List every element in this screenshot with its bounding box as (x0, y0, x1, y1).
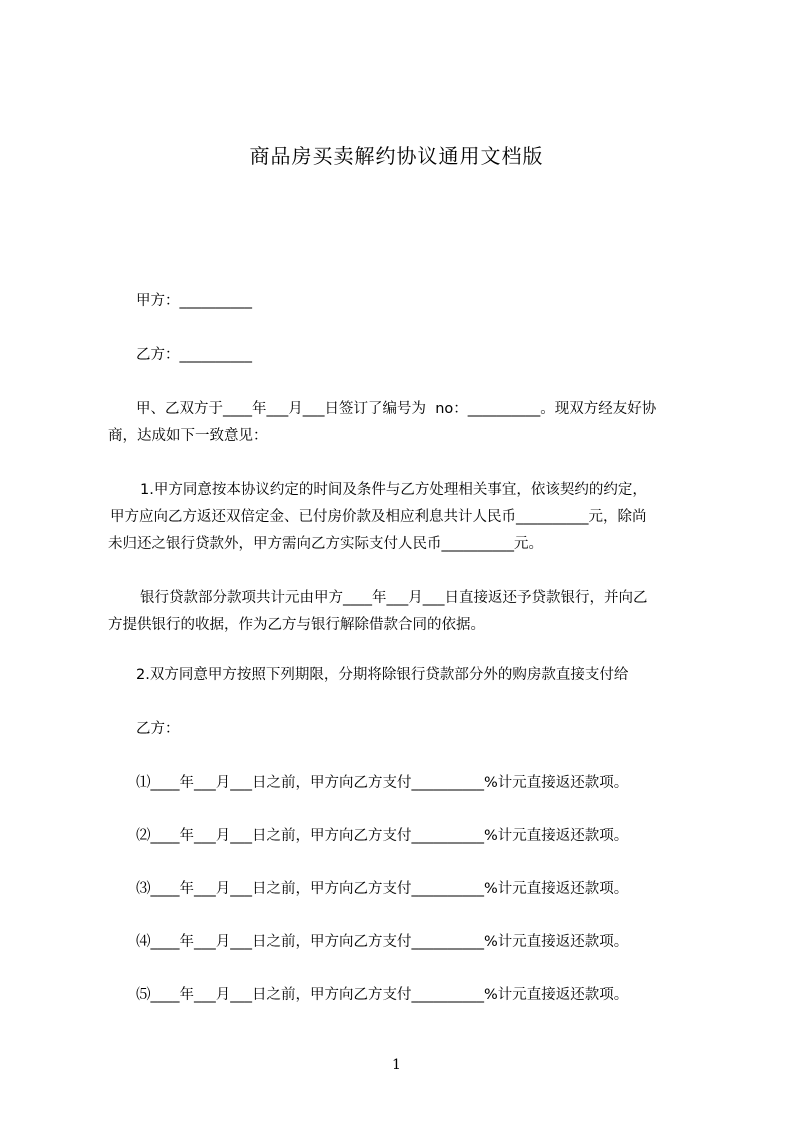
clause1-line-2: 甲方应向乙方返还双倍定金、已付房价款及相应利息共计人民币__________元，除尚 (110, 509, 647, 525)
bank-loan-line-1: 银行贷款部分款项共计元由甲方____年___月___日直接返还予贷款银行，并向乙 (140, 590, 648, 606)
clause2-line-2: 乙方： (136, 721, 180, 737)
clause1-line-1: 1.甲方同意按本协议约定的时间及条件与乙方处理相关事宜，依该契约的约定， (140, 482, 647, 498)
installment-item: ⑵____年___月___日之前，甲方向乙方支付__________%计元直接返还款项。 (136, 828, 629, 844)
installment-item: ⑶____年___月___日之前，甲方向乙方支付__________%计元直接返还款项。 (136, 881, 629, 897)
page-number: 1 (392, 1057, 401, 1073)
preamble-line-2: 商，达成如下一致意见： (108, 428, 268, 444)
party-b-field: 乙方：__________ (136, 347, 252, 363)
document-title: 商品房买卖解约协议通用文档版 (249, 144, 544, 168)
installment-item: ⑴____年___月___日之前，甲方向乙方支付__________%计元直接返还款项。 (136, 775, 629, 791)
clause1-line-3: 未归还之银行贷款外，甲方需向乙方实际支付人民币__________元。 (108, 536, 543, 552)
party-a-field: 甲方：__________ (136, 293, 252, 309)
bank-loan-line-2: 方提供银行的收据，作为乙方与银行解除借款合同的依据。 (108, 617, 485, 633)
installment-item: ⑷____年___月___日之前，甲方向乙方支付__________%计元直接返还款项。 (136, 934, 629, 950)
clause2-line-1: 2.双方同意甲方按照下列期限，分期将除银行贷款部分外的购房款直接支付给 (136, 667, 629, 683)
preamble-line-1: 甲、乙双方于____年___月___日签订了编号为 no：__________。现双方经友好协 (136, 401, 657, 417)
installment-item: ⑸____年___月___日之前，甲方向乙方支付__________%计元直接返还款项。 (136, 987, 629, 1003)
